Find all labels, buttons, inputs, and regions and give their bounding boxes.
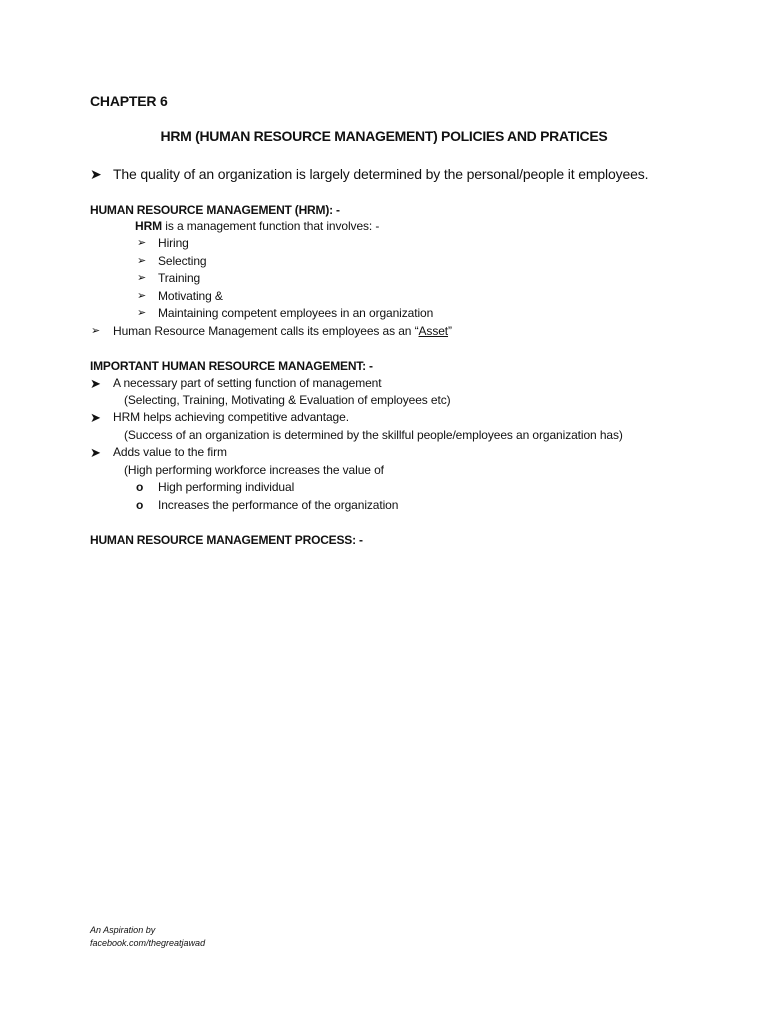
importance-point: HRM helps achieving competitive advantage. bbox=[113, 410, 349, 424]
hrm-heading: HUMAN RESOURCE MANAGEMENT (HRM): - bbox=[90, 203, 340, 217]
arrow-bullet-icon: ➢ bbox=[137, 290, 147, 302]
hrm-list-item: Training bbox=[158, 271, 201, 285]
arrow-bullet-icon: ➢ bbox=[137, 272, 147, 284]
chapter-label: CHAPTER 6 bbox=[90, 93, 168, 109]
importance-heading: IMPORTANT HUMAN RESOURCE MANAGEMENT: - bbox=[90, 359, 373, 373]
hrm-definition-term: HRM bbox=[135, 219, 163, 233]
asset-statement-suffix: ” bbox=[448, 324, 452, 338]
arrow-bullet-icon: ➤ bbox=[90, 376, 101, 391]
importance-note: (Success of an organization is determined by the skillful people/employees an organization has) bbox=[124, 428, 623, 442]
arrow-bullet-icon: ➢ bbox=[91, 325, 101, 337]
footer-credit: An Aspiration by bbox=[90, 925, 156, 935]
circle-bullet-icon: o bbox=[136, 480, 144, 494]
arrow-bullet-icon: ➢ bbox=[137, 307, 147, 319]
hrm-list-item: Maintaining competent employees in an organization bbox=[158, 306, 434, 320]
arrow-bullet-icon: ➤ bbox=[90, 410, 101, 425]
arrow-bullet-icon: ➤ bbox=[90, 445, 101, 460]
hrm-list-item: Selecting bbox=[158, 254, 207, 268]
asset-word: Asset bbox=[418, 324, 449, 338]
importance-note: (Selecting, Training, Motivating & Evaluation of employees etc) bbox=[124, 393, 451, 407]
circle-bullet-icon: o bbox=[136, 498, 144, 512]
importance-note: (High performing workforce increases the value of bbox=[124, 463, 384, 477]
process-heading: HUMAN RESOURCE MANAGEMENT PROCESS: - bbox=[90, 533, 363, 547]
footer-link: facebook.com/thegreatjawad bbox=[90, 938, 206, 948]
page-title: HRM (HUMAN RESOURCE MANAGEMENT) POLICIES AND PRATICES bbox=[160, 128, 608, 144]
hrm-definition bbox=[135, 220, 379, 232]
importance-point: Adds value to the firm bbox=[113, 445, 227, 459]
importance-point: A necessary part of setting function of management bbox=[113, 376, 382, 390]
asset-statement-prefix: Human Resource Management calls its employees as an “ bbox=[113, 324, 419, 338]
intro-statement: The quality of an organization is largely determined by the personal/people it employees. bbox=[113, 166, 649, 182]
hrm-definition-text: is a management function that involves: - bbox=[162, 219, 380, 233]
importance-sub-item: High performing individual bbox=[158, 480, 295, 494]
arrow-bullet-icon: ➢ bbox=[137, 255, 147, 267]
asset-statement bbox=[113, 325, 452, 337]
arrow-bullet-icon: ➤ bbox=[90, 166, 102, 182]
hrm-list-item: Hiring bbox=[158, 236, 189, 250]
importance-sub-item: Increases the performance of the organization bbox=[158, 498, 399, 512]
arrow-bullet-icon: ➢ bbox=[137, 237, 147, 249]
hrm-list-item: Motivating & bbox=[158, 289, 223, 303]
